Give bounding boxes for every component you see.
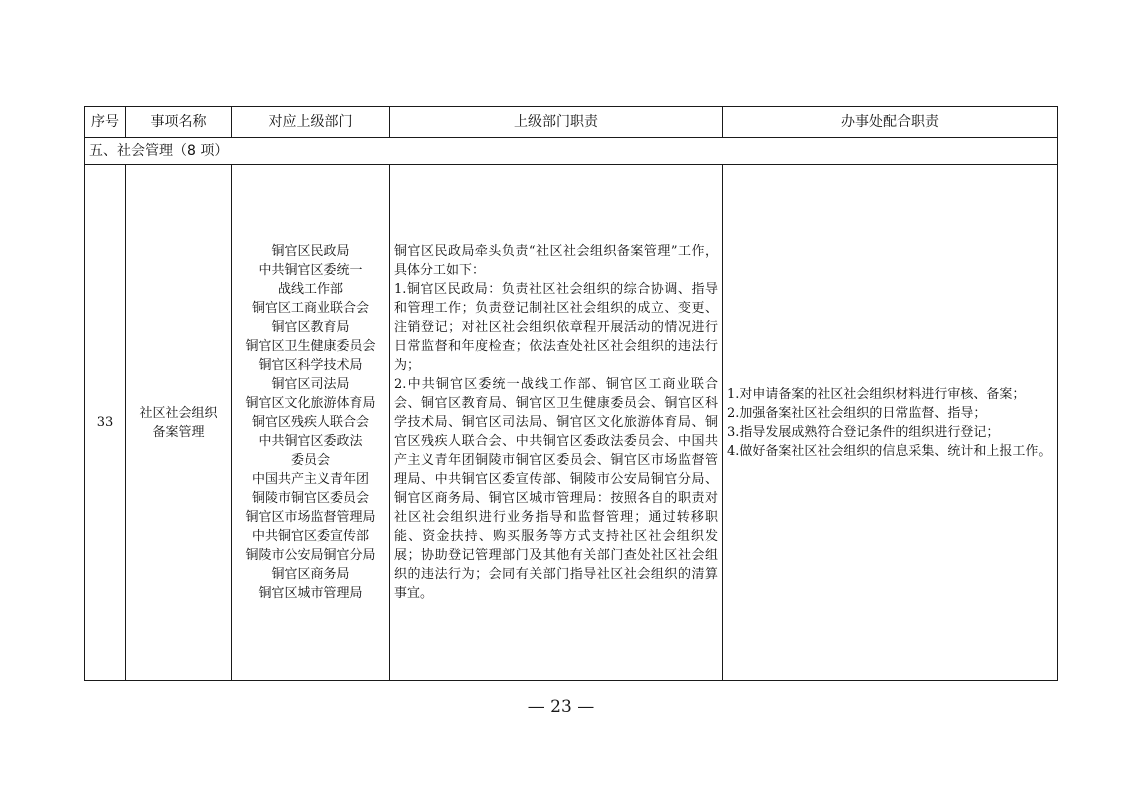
department-line: 铜官区残疾人联合会 xyxy=(251,415,369,430)
department-line: 铜官区卫生健康委员会 xyxy=(245,339,376,354)
department-line: 铜官区工商业联合会 xyxy=(251,301,369,316)
header-office-cooperation: 办事处配合职责 xyxy=(723,107,1058,138)
department-line: 铜官区教育局 xyxy=(271,320,350,335)
row-number: 33 xyxy=(85,165,126,681)
header-number: 序号 xyxy=(85,107,126,138)
department-line: 中共铜官区委宣传部 xyxy=(251,529,369,544)
header-superior-responsibilities: 上级部门职责 xyxy=(390,107,723,138)
responsibility-item: 2.中共铜官区委统一战线工作部、铜官区工商业联合会、铜官区教育局、铜官区卫生健康委员会、铜官区科学技术局、铜官区司法局、铜官区文化旅游体育局、铜官区残疾人联合会、中共铜官区委政法委员会、中国共产主义青年团铜陵市铜官区委员会、铜官区市场监督管理局、中共铜官区委宣传部、铜陵市公安局铜官分局、铜官区商务局、铜官区城市管理局：按照各自的职责对社区社会组织进行业务指导和监督管理；通过转移职能、资金扶持、购买服务等方式支持社区社会组织发展；协助登记管理部门及其他有关部门查处社区社会组织的违法行为；会同有关部门指导社区社会组织的清算事宜。 xyxy=(394,377,718,601)
department-line: 中国共产主义青年团 xyxy=(251,472,369,487)
responsibility-intro: 铜官区民政局牵头负责“社区社会组织备案管理”工作，具体分工如下： xyxy=(394,244,718,278)
item-name-line: 社区社会组织 xyxy=(139,405,218,421)
responsibility-table xyxy=(84,106,1058,681)
cooperation-item: 4.做好备案社区社会组织的信息采集、统计和上报工作。 xyxy=(727,443,1052,459)
department-list xyxy=(232,165,390,681)
department-line: 铜官区城市管理局 xyxy=(258,586,363,601)
header-row xyxy=(85,107,1058,138)
page-number: — 23 — xyxy=(527,697,595,717)
superior-responsibilities-cell xyxy=(390,165,723,681)
department-line: 委员会 xyxy=(290,453,330,468)
responsibility-item: 1.铜官区民政局：负责社区社会组织的综合协调、指导和管理工作；负责登记制社区社会组织的成立、变更、注销登记；对社区社会组织依章程开展活动的情况进行日常监督和年度检查；依法查处社区社会组织的违法行为； xyxy=(394,282,718,373)
header-superior-department: 对应上级部门 xyxy=(232,107,390,138)
department-line: 铜官区民政局 xyxy=(271,244,350,259)
cooperation-item: 3.指导发展成熟符合登记条件的组织进行登记； xyxy=(727,424,1000,440)
cooperation-item: 2.加强备案社区社会组织的日常监督、指导； xyxy=(727,405,987,421)
cooperation-item: 1.对申请备案的社区社会组织材料进行审核、备案； xyxy=(727,386,1026,402)
department-line: 战线工作部 xyxy=(277,282,343,297)
department-line: 铜官区市场监督管理局 xyxy=(245,510,376,525)
department-line: 铜官区商务局 xyxy=(271,567,350,582)
department-line: 铜陵市铜官区委员会 xyxy=(251,491,369,506)
department-line: 铜官区司法局 xyxy=(271,377,350,392)
department-line: 中共铜官区委统一 xyxy=(258,263,363,278)
department-line: 铜陵市公安局铜官分局 xyxy=(245,548,376,563)
header-item-name: 事项名称 xyxy=(126,107,232,138)
department-line: 中共铜官区委政法 xyxy=(258,434,363,449)
department-line: 铜官区科学技术局 xyxy=(258,358,363,373)
item-name-line: 备案管理 xyxy=(152,424,205,440)
item-name-cell xyxy=(126,165,232,681)
office-cooperation-cell xyxy=(723,165,1058,681)
department-line: 铜官区文化旅游体育局 xyxy=(245,396,376,411)
table-row xyxy=(85,165,1058,681)
section-row xyxy=(85,138,1058,165)
section-title: 五、社会管理（8 项） xyxy=(85,138,1058,165)
